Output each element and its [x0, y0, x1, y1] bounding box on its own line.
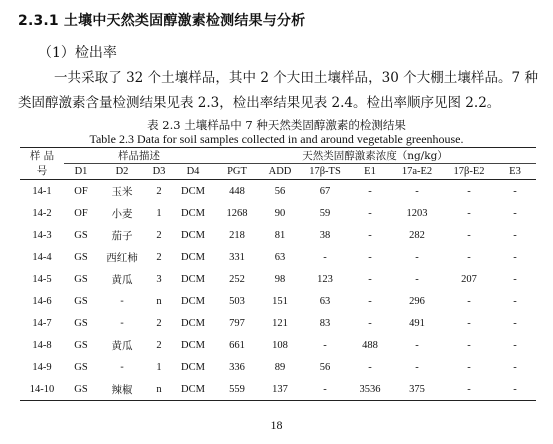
- table-cell: DCM: [181, 317, 205, 329]
- subsection-heading: （1）检出率: [38, 45, 117, 61]
- table-cell: GS: [74, 229, 88, 241]
- table-cell: -: [120, 317, 124, 329]
- table-cell: 56: [319, 361, 331, 373]
- column-header: D1: [74, 166, 88, 177]
- table-cell: -: [120, 361, 124, 373]
- table-cell: 123: [317, 273, 333, 285]
- table-cell: 488: [362, 339, 378, 351]
- table-cell: 14-9: [32, 361, 52, 373]
- table-cell: 14-4: [32, 251, 52, 263]
- table-cell: -: [415, 185, 419, 197]
- table-cell: -: [323, 251, 327, 263]
- table-cell: 89: [274, 361, 286, 373]
- table-row: [20, 334, 536, 356]
- table-cell: -: [467, 207, 471, 219]
- column-header: E1: [364, 166, 376, 177]
- table-cell: -: [467, 185, 471, 197]
- table-row: [20, 224, 536, 246]
- table-row: [20, 312, 536, 334]
- table-cell: -: [513, 229, 517, 241]
- table-cell: 2: [156, 317, 162, 329]
- table-cell: GS: [74, 273, 88, 285]
- table-cell: 81: [274, 229, 286, 241]
- section-heading: 2.3.1 土壤中天然类固醇激素检测结果与分析: [18, 13, 306, 29]
- table-cell: -: [467, 295, 471, 307]
- table-cell: 黄瓜: [111, 273, 133, 286]
- table-cell: 121: [272, 317, 288, 329]
- table-cell: 黄瓜: [111, 339, 133, 352]
- table-cell: 1: [156, 207, 162, 219]
- table-cell: OF: [74, 207, 88, 219]
- table-cell: 38: [319, 229, 331, 241]
- table-cell: -: [513, 383, 517, 395]
- table-cell: GS: [74, 339, 88, 351]
- table-header-row-group: [20, 148, 536, 164]
- table-cell: 14-3: [32, 229, 52, 241]
- table-row: [20, 202, 536, 224]
- page-number: 18: [270, 418, 283, 432]
- table-cell: 448: [229, 185, 245, 197]
- table-cell: -: [415, 251, 419, 263]
- table-cell: 296: [409, 295, 425, 307]
- table-cell: DCM: [181, 295, 205, 307]
- table-cell: -: [368, 251, 372, 263]
- table-cell: -: [467, 339, 471, 351]
- column-header: 17a-E2: [401, 166, 433, 177]
- table-cell: 玉米: [111, 185, 133, 198]
- table-cell: -: [323, 339, 327, 351]
- column-header: D4: [186, 166, 200, 177]
- table-cell: -: [120, 295, 124, 307]
- header-sample-id: 样 品 号: [29, 149, 55, 177]
- table-cell: 59: [319, 207, 331, 219]
- header-hormone-concentration: 天然类固醇激素浓度（ng/kg）: [214, 148, 536, 164]
- table-row: [20, 378, 536, 401]
- table-cell: -: [368, 361, 372, 373]
- header-sample-description: 样品描述: [64, 148, 214, 164]
- column-header: D3: [152, 166, 166, 177]
- column-header: 17β-E2: [453, 166, 485, 177]
- table-caption-chinese: 表 2.3 土壤样品中 7 种天然类固醇激素的检测结果: [147, 118, 406, 132]
- table-cell: -: [513, 339, 517, 351]
- table-cell: DCM: [181, 339, 205, 351]
- table-cell: 14-7: [32, 317, 52, 329]
- table-cell: n: [156, 383, 162, 395]
- table-cell: 2: [156, 229, 162, 241]
- table-cell: -: [368, 295, 372, 307]
- table-cell: -: [415, 273, 419, 285]
- table-row: [20, 290, 536, 312]
- table-cell: DCM: [181, 229, 205, 241]
- table-cell: -: [513, 295, 517, 307]
- column-header: D2: [115, 166, 129, 177]
- table-cell: 282: [409, 229, 425, 241]
- table-cell: 西红柿: [106, 251, 138, 264]
- table-cell: 小麦: [111, 207, 133, 220]
- table-cell: 14-5: [32, 273, 52, 285]
- table-cell: 茄子: [111, 229, 133, 242]
- table-cell: 797: [229, 317, 245, 329]
- table-cell: -: [415, 339, 419, 351]
- table-cell: 207: [461, 273, 477, 285]
- table-cell: 2: [156, 185, 162, 197]
- table-body: [20, 180, 536, 401]
- table-cell: 661: [229, 339, 245, 351]
- table-cell: 559: [229, 383, 245, 395]
- table-row: [20, 356, 536, 378]
- table-caption-english: Table 2.3 Data for soil samples collected in and around vegetable greenhouse.: [89, 132, 464, 146]
- table-column-header-row: [20, 164, 536, 180]
- table-cell: DCM: [181, 361, 205, 373]
- table-cell: -: [467, 317, 471, 329]
- column-header: PGT: [227, 166, 247, 177]
- table-cell: 375: [409, 383, 425, 395]
- table-cell: 252: [229, 273, 245, 285]
- table-cell: GS: [74, 295, 88, 307]
- table-cell: 14-1: [32, 185, 52, 197]
- table-cell: DCM: [181, 383, 205, 395]
- table-cell: n: [156, 295, 162, 307]
- table-cell: GS: [74, 251, 88, 263]
- table-cell: -: [513, 251, 517, 263]
- table-cell: 3536: [359, 383, 381, 395]
- table-cell: -: [368, 273, 372, 285]
- table-cell: 90: [274, 207, 286, 219]
- table-cell: 1: [156, 361, 162, 373]
- table-cell: 14-10: [29, 383, 55, 395]
- table-cell: -: [323, 383, 327, 395]
- table-cell: 67: [319, 185, 331, 197]
- table-cell: 218: [229, 229, 245, 241]
- table-cell: -: [368, 207, 372, 219]
- table-cell: GS: [74, 317, 88, 329]
- table-cell: -: [513, 207, 517, 219]
- table-cell: 331: [229, 251, 245, 263]
- table-row: [20, 268, 536, 290]
- table-cell: 56: [274, 185, 286, 197]
- table-cell: 137: [272, 383, 288, 395]
- table-cell: 108: [272, 339, 288, 351]
- table-cell: GS: [74, 383, 88, 395]
- table-cell: -: [368, 229, 372, 241]
- table-cell: 1268: [226, 207, 248, 219]
- column-header: E3: [509, 166, 521, 177]
- table-cell: 63: [274, 251, 286, 263]
- table-cell: -: [368, 317, 372, 329]
- table-cell: OF: [74, 185, 88, 197]
- column-header: ADD: [268, 166, 292, 177]
- table-cell: 503: [229, 295, 245, 307]
- table-cell: -: [467, 229, 471, 241]
- table-cell: 491: [409, 317, 425, 329]
- table-row: [20, 180, 536, 203]
- table-cell: 1203: [406, 207, 428, 219]
- table-cell: -: [513, 361, 517, 373]
- table-cell: 63: [319, 295, 331, 307]
- table-cell: -: [467, 251, 471, 263]
- results-table: [20, 147, 536, 401]
- table-cell: 辣椒: [111, 383, 133, 396]
- table-cell: 83: [319, 317, 331, 329]
- table-cell: 151: [272, 295, 288, 307]
- table-cell: GS: [74, 361, 88, 373]
- table-cell: 3: [156, 273, 162, 285]
- table-cell: DCM: [181, 207, 205, 219]
- table-cell: -: [513, 273, 517, 285]
- table-cell: 14-6: [32, 295, 52, 307]
- table-cell: DCM: [181, 185, 205, 197]
- table-cell: -: [368, 185, 372, 197]
- table-row: [20, 246, 536, 268]
- table-cell: 336: [229, 361, 245, 373]
- table-cell: -: [415, 361, 419, 373]
- table-cell: -: [513, 317, 517, 329]
- body-paragraph: 一共采取了 32 个土壤样品，其中 2 个大田土壤样品，30 个大棚土壤样品。7 种类固醇激素含量检测结果见表 2.3，检出率结果见表 2.4。检出率顺序见图 2.2。: [18, 70, 538, 111]
- table-cell: 2: [156, 251, 162, 263]
- table-cell: 2: [156, 339, 162, 351]
- table-cell: DCM: [181, 273, 205, 285]
- table-cell: -: [467, 383, 471, 395]
- table-cell: 98: [274, 273, 286, 285]
- table-cell: DCM: [181, 251, 205, 263]
- table-cell: 14-8: [32, 339, 52, 351]
- table-cell: -: [467, 361, 471, 373]
- table-cell: 14-2: [32, 207, 52, 219]
- column-header: 17β-TS: [309, 166, 341, 177]
- table-cell: -: [513, 185, 517, 197]
